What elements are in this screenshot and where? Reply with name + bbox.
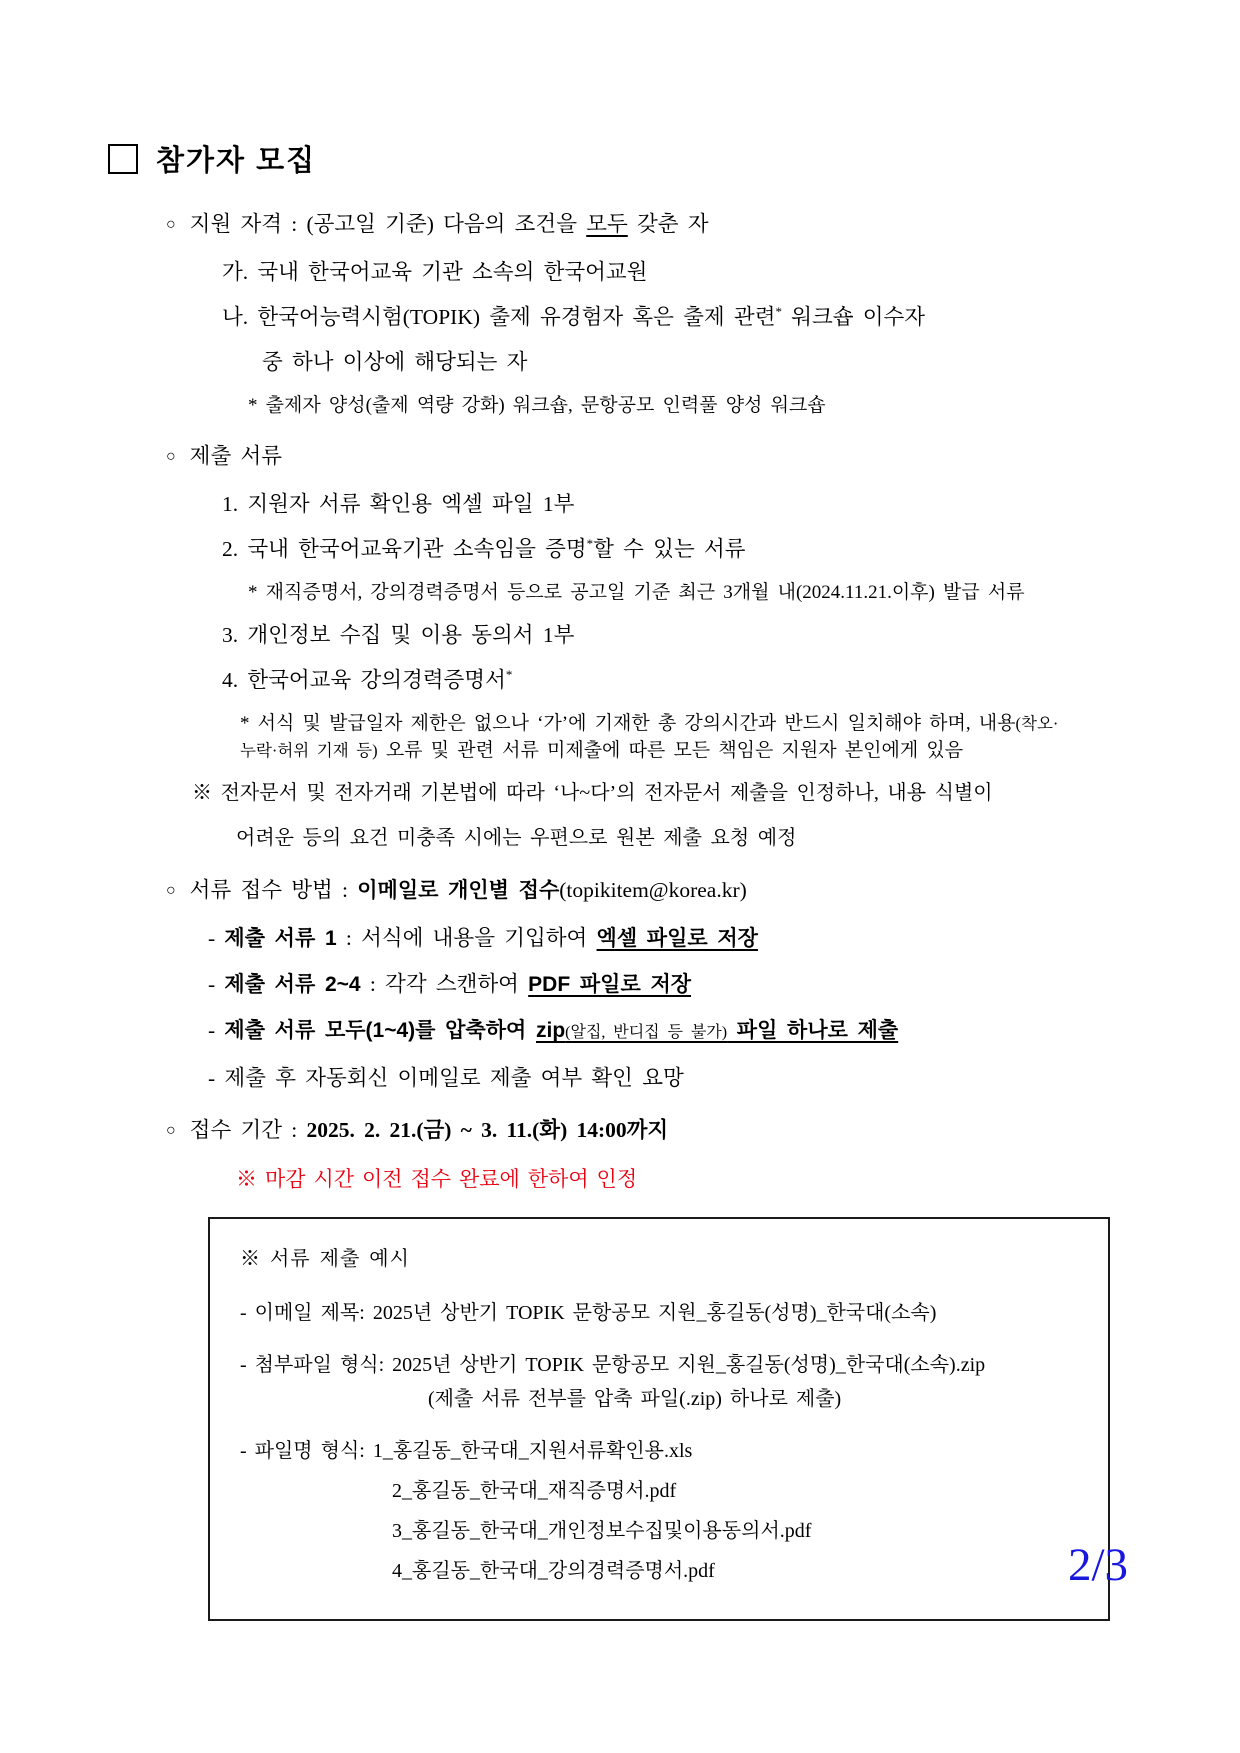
submission-item-1-underlined: 엑셀 파일로 저장 (596, 927, 758, 950)
documents-item-1: 1. 지원자 서류 확인용 엑셀 파일 1부 (222, 492, 575, 516)
submission-item-3 (208, 1015, 1240, 1048)
documents-item-4 (222, 665, 1240, 695)
documents-item-2-footnote: * 재직증명서, 강의경력증명서 등으로 공고일 기준 최근 3개월 내(2024.11.21.이후) 발급 서류 (248, 582, 1025, 603)
example-attachment-label: - 첨부파일 형식: (240, 1354, 393, 1376)
footnote-text-1: * 서식 및 발급일자 제한은 없으나 ‘가’에 기재한 총 강의시간과 반드시 일치해야 하며, 내용 (240, 713, 1016, 734)
submission-example-box (208, 1217, 1110, 1621)
qualification-item-na-cont: 중 하나 이상에 해당되는 자 (262, 350, 528, 374)
submission-item-1-bold: 제출 서류 1 (224, 927, 337, 950)
period-heading (166, 1115, 1240, 1148)
qualification-head-underlined: 모두 (586, 212, 628, 236)
submission-item-2-bold: 제출 서류 2~4 (224, 973, 361, 996)
example-attachment-format (240, 1351, 1078, 1413)
example-filename-1: 1_홍길동_한국대_지원서류확인용.xls (372, 1440, 693, 1462)
zip-label: zip (535, 1019, 566, 1042)
checkbox-square-icon (108, 144, 138, 174)
example-attachment-value: 2025년 상반기 TOPIK 문항공모 지원_홍길동(성명)_한국대(소속).zip (392, 1354, 986, 1376)
documents-item-2 (222, 534, 1240, 564)
dash-bullet: - (208, 972, 225, 996)
page-title (108, 138, 1240, 179)
documents-item-4-footnote (240, 710, 1240, 764)
submission-item-1 (208, 923, 1240, 954)
qualification-item-na-text: 나. 한국어능력시험(TOPIK) 출제 유경험자 혹은 출제 관련 (222, 305, 776, 329)
submission-item-2-underlined: PDF 파일로 저장 (528, 973, 692, 996)
ref-mark-icon: ※ (236, 1168, 257, 1191)
circle-bullet-icon: ○ (166, 1122, 176, 1139)
example-filename-3: 3_홍길동_한국대_개인정보수집및이용동의서.pdf (392, 1520, 812, 1542)
documents-item-2-tail: 할 수 있는 서류 (593, 537, 746, 561)
asterisk-superscript: * (586, 535, 594, 551)
circle-bullet-icon: ○ (166, 448, 176, 465)
documents-item-3: 3. 개인정보 수집 및 이용 동의서 1부 (222, 623, 575, 647)
submission-item-3-bold: 제출 서류 모두(1~4)를 압축하여 (224, 1019, 536, 1042)
example-email-label: - 이메일 제목: (240, 1302, 373, 1324)
footnote-small-1: (착오· (1015, 714, 1059, 733)
submission-item-1-mid: : 서식에 내용을 기입하여 (336, 926, 597, 950)
edocument-note-text: 전자문서 및 전자거래 기본법에 따라 ‘나~다’의 전자문서 제출을 인정하나, 내용 식별이 (220, 782, 993, 804)
page-number: 2/3 (1067, 1539, 1128, 1591)
documents-heading-text: 제출 서류 (189, 444, 282, 468)
submission-item-3-zip (536, 1018, 898, 1042)
submission-heading (166, 875, 1240, 908)
example-attachment-note: (제출 서류 전부를 압축 파일(.zip) 하나로 제출) (428, 1388, 842, 1410)
qualification-item-ga: 가. 국내 한국어교육 기관 소속의 한국어교원 (222, 260, 648, 284)
documents-item-4-text: 4. 한국어교육 강의경력증명서 (222, 668, 506, 692)
asterisk-superscript: * (775, 303, 782, 319)
qualification-head-text: 지원 자격 : (공고일 기준) 다음의 조건을 (189, 212, 587, 236)
example-box-heading (240, 1245, 1078, 1273)
dash-bullet: - (208, 1018, 225, 1042)
circle-bullet-icon: ○ (166, 216, 176, 233)
submission-head-bold: 이메일로 개인별 접수 (357, 879, 560, 902)
dash-bullet: - (208, 926, 225, 950)
example-email-value: 2025년 상반기 TOPIK 문항공모 지원_홍길동(성명)_한국대(소속) (372, 1302, 937, 1324)
deadline-warning (236, 1163, 1240, 1193)
ref-mark-icon: ※ (192, 782, 212, 804)
dash-bullet: - (208, 1066, 225, 1090)
example-filename-2: 2_홍길동_한국대_재직증명서.pdf (392, 1480, 677, 1502)
period-head-text: 접수 기간 : (189, 1118, 307, 1142)
edocument-note-cont: 어려운 등의 요건 미충족 시에는 우편으로 원본 제출 요청 예정 (236, 827, 797, 849)
example-box-heading-text: 서류 제출 예시 (270, 1248, 410, 1270)
asterisk-superscript: * (505, 666, 513, 682)
footnote-small-2: 누락·허위 기재 등) (240, 741, 378, 760)
example-filename-format (240, 1437, 1078, 1585)
submission-item-3-underlined-tail: 파일 하나로 제출 (727, 1019, 899, 1042)
submission-item-2-mid: : 각각 스캔하여 (360, 972, 529, 996)
example-filename-4: 4_홍길동_한국대_강의경력증명서.pdf (392, 1560, 715, 1582)
example-email-subject (240, 1299, 1078, 1327)
period-dates-bold: 2025. 2. 21.(금) ~ 3. 11.(화) 14:00까지 (306, 1118, 669, 1142)
deadline-warning-text: 마감 시간 이전 접수 완료에 한하여 인정 (264, 1168, 638, 1191)
submission-item-2 (208, 969, 1240, 1000)
ref-mark-icon: ※ (240, 1248, 261, 1270)
qualification-head-tail: 갖춘 자 (627, 212, 709, 236)
zip-small-note: (알집, 반디집 등 불가) (565, 1024, 728, 1041)
qualification-heading (166, 209, 1240, 242)
submission-item-4-text: 제출 후 자동회신 이메일로 제출 여부 확인 요망 (224, 1066, 684, 1090)
example-filename-label: - 파일명 형식: (240, 1440, 373, 1462)
qualification-footnote: * 출제자 양성(출제 역량 강화) 워크숍, 문항공모 인력풀 양성 워크숍 (248, 395, 826, 416)
circle-bullet-icon: ○ (166, 882, 176, 899)
submission-item-4 (208, 1063, 1240, 1093)
edocument-note (192, 778, 1240, 808)
page-title-text: 참가자 모집 (156, 145, 317, 177)
documents-heading (166, 441, 1240, 474)
submission-email: (topikitem@korea.kr) (559, 878, 747, 902)
footnote-text-2: 오류 및 관련 서류 미제출에 따른 모든 책임은 지원자 본인에게 있음 (377, 740, 964, 761)
submission-head-text: 서류 접수 방법 : (189, 878, 358, 902)
qualification-item-na-tail: 워크숍 이수자 (781, 305, 926, 329)
documents-item-2-text: 2. 국내 한국어교육기관 소속임을 증명 (222, 537, 587, 561)
qualification-item-na (222, 302, 1240, 332)
